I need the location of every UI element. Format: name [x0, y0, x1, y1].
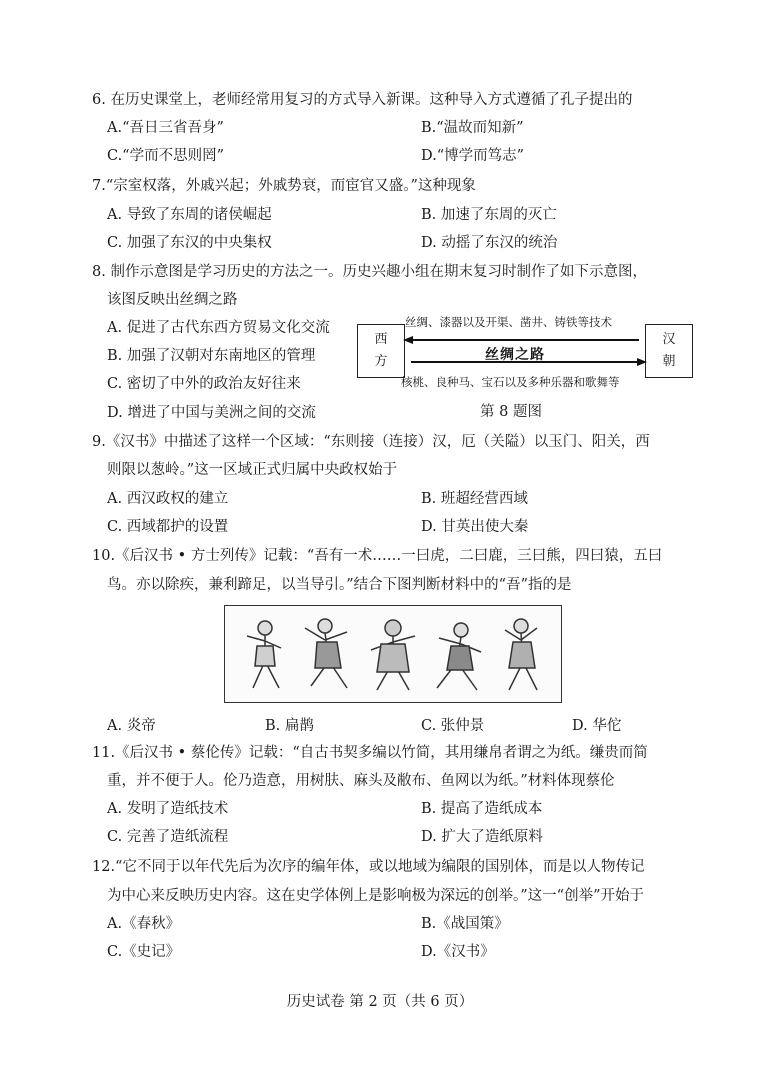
q8-option-a: A. 促进了古代东西方贸易文化交流: [107, 320, 330, 336]
q9-stem-line2: 则限以葱岭。”这一区域正式归属中央政权始于: [107, 462, 398, 478]
q6-option-b: B.“温故而知新”: [421, 120, 524, 136]
q9-option-c: C. 西域都护的设置: [107, 519, 229, 535]
q6-stem: 6. 在历史课堂上，老师经常用复习的方式导入新课。这种导入方式遵循了孔子提出的: [92, 92, 633, 108]
q11-option-a: A. 发明了造纸技术: [107, 801, 229, 817]
han-box-char2: 朝: [662, 354, 676, 369]
west-box-char1: 西: [374, 332, 388, 347]
q10-option-d: D. 华佗: [572, 718, 622, 734]
q12-option-a: A.《春秋》: [107, 916, 181, 932]
q12-option-c: C.《史记》: [107, 944, 181, 960]
q12-stem-line2: 为中心来反映历史内容。这在史学体例上是影响极为深远的创举。”这一“创举”开始于: [107, 888, 644, 904]
q7-option-b: B. 加速了东周的灭亡: [421, 207, 557, 223]
silk-road-diagram: [355, 312, 760, 420]
q12-option-b: B.《战国策》: [421, 916, 509, 932]
han-box: [645, 324, 693, 378]
diagram-caption: 第 8 题图: [480, 404, 542, 420]
q10-stem-line1: 10.《后汉书 • 方士列传》记载：“吾有一术……一曰虎，二曰鹿，三曰熊，四曰猿，五曰: [92, 548, 663, 564]
diagram-bottom-text: 核桃、良种马、宝石以及多种乐器和歌舞等: [401, 375, 620, 389]
q11-stem-line1: 11.《后汉书 • 蔡伦传》记载：“自古书契多编以竹简，其用缣帛者谓之为纸。缣贵而简: [92, 745, 648, 761]
q6-option-d: D.“博学而笃志”: [421, 148, 525, 164]
q7-stem: 7.“宗室权落，外戚兴起；外戚势衰，而宦官又盛。”这种现象: [92, 178, 476, 194]
han-box-char1: 汉: [662, 332, 676, 347]
q6-option-a: A.“吾日三省吾身”: [107, 120, 224, 136]
q10-stem-line2: 鸟。亦以除疾，兼利蹄足，以当导引。”结合下图判断材料中的“吾”指的是: [107, 577, 572, 593]
q9-option-b: B. 班超经营西域: [421, 491, 528, 507]
q8-option-b: B. 加强了汉朝对东南地区的管理: [107, 348, 316, 364]
q11-option-c: C. 完善了造纸流程: [107, 829, 229, 845]
q8-option-c: C. 密切了中外的政治友好往来: [107, 376, 301, 392]
q9-option-a: A. 西汉政权的建立: [107, 491, 229, 507]
q10-option-c: C. 张仲景: [421, 718, 485, 734]
q12-option-d: D.《汉书》: [421, 944, 495, 960]
q10-option-b: B. 扁鹊: [265, 718, 314, 734]
page-footer: 历史试卷 第 2 页（共 6 页）: [286, 994, 474, 1010]
q8-stem-line2: 该图反映出丝绸之路: [107, 292, 238, 308]
diagram-center-label: 丝绸之路: [485, 347, 545, 363]
q11-option-d: D. 扩大了造纸原料: [421, 829, 543, 845]
q7-option-c: C. 加强了东汉的中央集权: [107, 235, 272, 251]
five-animal-exercise-illustration: [225, 606, 561, 702]
q9-stem-line1: 9.《汉书》中描述了这样一个区域：“东则接（连接）汉，厄（关隘）以玉门、阳关，西: [92, 434, 650, 450]
west-box-char2: 方: [374, 354, 388, 369]
q6-option-c: C.“学而不思则罔”: [107, 148, 225, 164]
q10-option-a: A. 炎帝: [107, 718, 156, 734]
q11-option-b: B. 提高了造纸成本: [421, 801, 543, 817]
q12-stem-line1: 12.“它不同于以年代先后为次序的编年体，或以地域为编限的国别体，而是以人物传记: [92, 859, 645, 875]
diagram-top-text: 丝绸、漆器以及开渠、凿井、铸铁等技术: [405, 315, 612, 329]
q9-option-d: D. 甘英出使大秦: [421, 519, 529, 535]
q7-option-a: A. 导致了东周的诸侯崛起: [107, 207, 272, 223]
five-animal-exercise-figure: [224, 605, 562, 703]
q7-option-d: D. 动摇了东汉的统治: [421, 235, 558, 251]
q11-stem-line2: 重，并不便于人。伦乃造意，用树肤、麻头及敝布、鱼网以为纸。”材料体现蔡伦: [107, 773, 615, 789]
west-box: [357, 324, 405, 378]
q8-stem-line1: 8. 制作示意图是学习历史的方法之一。历史兴趣小组在期末复习时制作了如下示意图，: [92, 264, 647, 280]
q8-option-d: D. 增进了中国与美洲之间的交流: [107, 405, 316, 421]
